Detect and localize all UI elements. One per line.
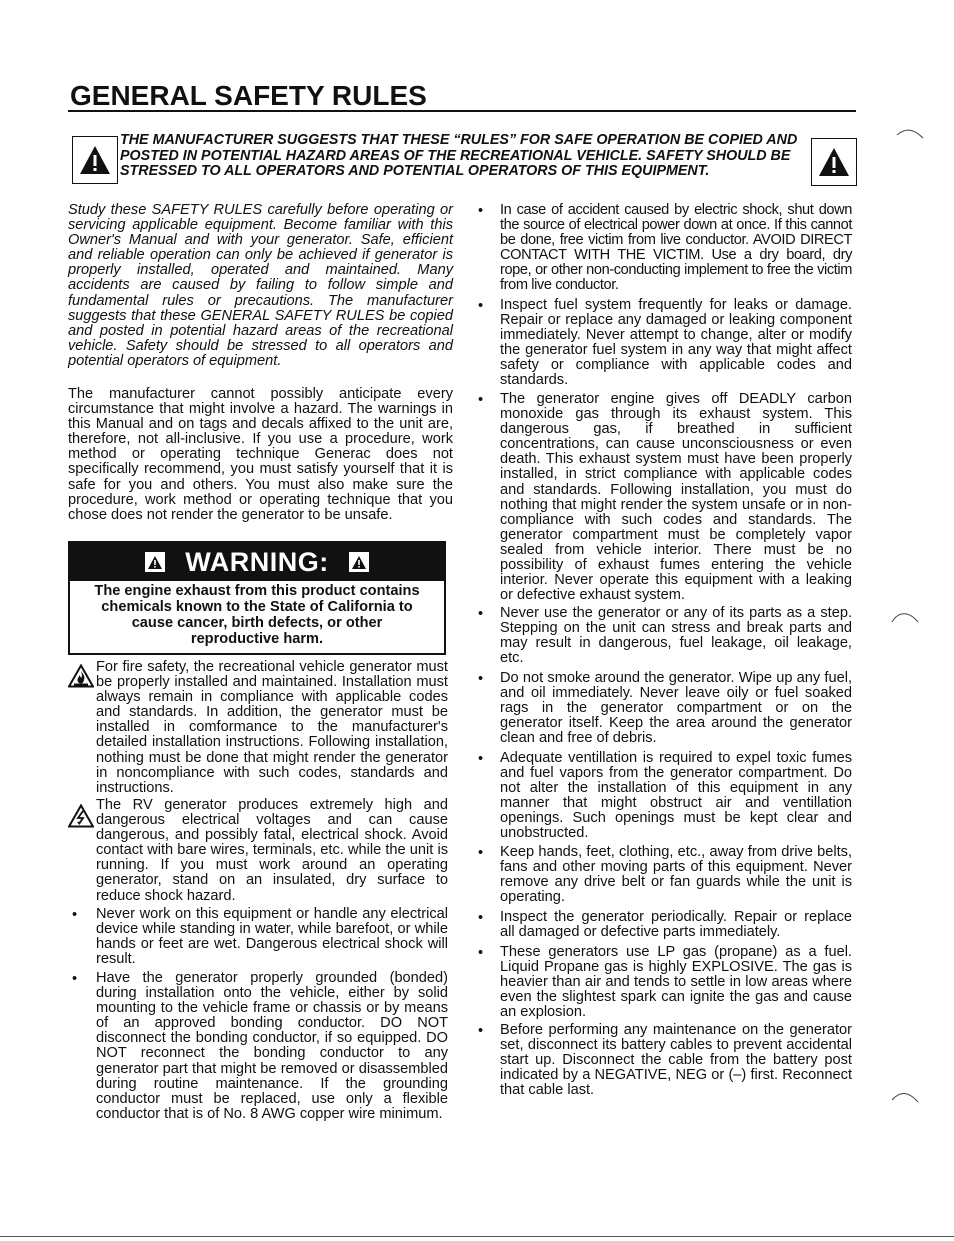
bullet-marker: • bbox=[478, 1023, 484, 1039]
warning-triangle-icon bbox=[72, 136, 118, 184]
list-item: Have the generator properly grounded (bonded) during installation onto the vehicle, either by solid mounting to the vehicle frame or chassis or by means of an approved bonding conductor. DO NOT disconnect the bonding conductor, if so equipped. DO NOT reconnect the bonding conductor to any generator part that might be removed or disassembled during routine maintenance. If the grounding conductor must be replaced, use only a flexible conductor that is of No. 8 AWG copper wire minimum. bbox=[96, 970, 448, 1122]
list-item: Keep hands, feet, clothing, etc., away from drive belts, fans and other moving parts of this equipment. Never remove any drive belt or fan guards while the unit is operating. bbox=[500, 844, 852, 906]
bullet-marker: • bbox=[478, 298, 484, 314]
warning-triangle-icon bbox=[811, 138, 857, 186]
bullet-marker: • bbox=[72, 971, 78, 987]
warning-triangle-icon bbox=[145, 552, 165, 572]
bullet-marker: • bbox=[72, 907, 78, 923]
intro-paragraph-italic: Study these SAFETY RULES carefully before operating or servicing applicable equipment. Become familiar with this Owner's Manual and with your generator. Safe, efficient and reliable operation can only be achieved if generator is properly installed, operated and maintained. Many accidents are caused by failing to follow simple and fundamental rules or precautions. The manufacturer suggests that these GENERAL SAFETY RULES be copied and posted in potential hazard areas of the recreational vehicle. Safety should be stressed to all operators and potential operators of equipment. bbox=[68, 202, 453, 369]
page-title: GENERAL SAFETY RULES bbox=[70, 80, 427, 111]
bullet-marker: • bbox=[478, 392, 484, 408]
list-item: In case of accident caused by electric shock, shut down the source of electrical power down at once. If this cannot be done, free victim from live conductor. AVOID DIRECT CONTACT WITH THE VICTIM. Use a dry board, dry rope, or other non-conducting implement to free the victim from live conductor. bbox=[500, 202, 852, 294]
scan-mark bbox=[895, 125, 925, 141]
list-item: Never use the generator or any of its parts as a step. Stepping on the unit can stress and break parts and may result in dangerous, fuel leakage, oil leakage, etc. bbox=[500, 605, 852, 667]
header-notice: THE MANUFACTURER SUGGESTS THAT THESE “RULES” FOR SAFE OPERATION BE COPIED AND POSTED IN POTENTIAL HAZARD AREAS OF THE RECREATIONAL VEHICLE. SAFETY SHOULD BE STRESSED TO ALL OPERATORS AND POTENTIAL OPERATORS OF THIS EQUIPMENT. bbox=[120, 132, 798, 179]
bottom-edge-rule bbox=[0, 1236, 954, 1237]
title-rule bbox=[68, 110, 856, 112]
warning-text: The engine exhaust from this product contains chemicals known to the State of California to cause cancer, birth defects, or other reproductive harm. bbox=[94, 583, 420, 647]
bullet-marker: • bbox=[478, 845, 484, 861]
bullet-marker: • bbox=[478, 671, 484, 687]
warning-title: WARNING: bbox=[185, 546, 329, 577]
electrical-shock-paragraph: The RV generator produces extremely high and dangerous electrical voltages and can cause dangerous, and possibly fatal, electrical shock. Avoid contact with bare wires, terminals, etc. while the unit is running. If you must work around an operating generator, stand on an insulated, dry surface to reduce shock hazard. bbox=[96, 797, 448, 904]
warning-triangle-icon bbox=[349, 552, 369, 572]
fire-hazard-icon bbox=[68, 664, 94, 688]
intro-paragraph: The manufacturer cannot possibly anticipate every circumstance that might involve a hazard. The warnings in this Manual and on tags and decals affixed to the unit are, therefore, not all-inclusive. If you use a procedure, work method or operating technique Generac does not specifically recommend, you must satisfy yourself that it is safe for you and others. You must also make sure the procedure, work method or operating technique that you chose does not render the generator to be unsafe. bbox=[68, 386, 453, 523]
list-item: Inspect the generator periodically. Repair or replace all damaged or defective parts immediately. bbox=[500, 909, 852, 941]
fire-safety-paragraph: For fire safety, the recreational vehicle generator must be properly installed and maintained. Installation must always remain in compliance with applicable codes and standards. In addition, the generator must be installed in comformance to the manufacturer's detailed installation instructions. Following installation, nothing must be done that might render the generator in noncompliance with such codes, standards and instructions. bbox=[96, 659, 448, 796]
bullet-marker: • bbox=[478, 945, 484, 961]
prop65-warning-box bbox=[68, 541, 446, 655]
warning-header-bar bbox=[70, 543, 444, 581]
scan-mark bbox=[890, 1088, 920, 1104]
electrical-shock-icon bbox=[68, 804, 94, 828]
bullet-marker: • bbox=[478, 751, 484, 767]
list-item: Adequate ventillation is required to expel toxic fumes and fuel vapors from the generator compartment. Do not alter the installation of this equipment in any manner that might obstruct air and ventillation openings. Such openings must be kept clear and unobstructed. bbox=[500, 750, 852, 842]
list-item: The generator engine gives off DEADLY carbon monoxide gas through its exhaust system. This dangerous gas, if breathed in sufficient concentrations, can cause unconsciousness or even death. This exhaust system must have been properly installed, in strict compliance with applicable codes and standards. Following installation, you must do nothing that might render the system unsafe or in non-compliance with such codes and standards. The generator compartment must be completely vapor sealed from vehicle interior. There must be no possibility of exhaust fumes entering the vehicle interior. Never operate this equipment with a leaking or defective exhaust system. bbox=[500, 391, 852, 604]
list-item: Never work on this equipment or handle any electrical device while standing in water, while barefoot, or while hands or feet are wet. Dangerous electrical shock will result. bbox=[96, 906, 448, 968]
bullet-marker: • bbox=[478, 203, 484, 219]
list-item: These generators use LP gas (propane) as a fuel. Liquid Propane gas is highly EXPLOSIVE. The gas is heavier than air and tends to settle in low areas where even the slightest spark can ignite the gas and cause an explosion. bbox=[500, 944, 852, 1021]
list-item: Before performing any maintenance on the generator set, disconnect its battery cables to prevent accidental start up. Disconnect the cable from the battery post indicated by a NEGATIVE, NEG or (–) first. Reconnect that cable last. bbox=[500, 1022, 852, 1099]
scan-mark bbox=[890, 608, 920, 624]
list-item: Do not smoke around the generator. Wipe up any fuel, and oil immediately. Never leave oily or fuel soaked rags in the generator compartment or on the generator itself. Keep the area around the generator clean and free of debris. bbox=[500, 670, 852, 747]
bullet-marker: • bbox=[478, 606, 484, 622]
list-item: Inspect fuel system frequently for leaks or damage. Repair or replace any damaged or leaking component immediately. Never attempt to change, alter or modify the generator fuel system in any way that might affect safety or compliance with applicable codes and standards. bbox=[500, 297, 852, 389]
bullet-marker: • bbox=[478, 910, 484, 926]
